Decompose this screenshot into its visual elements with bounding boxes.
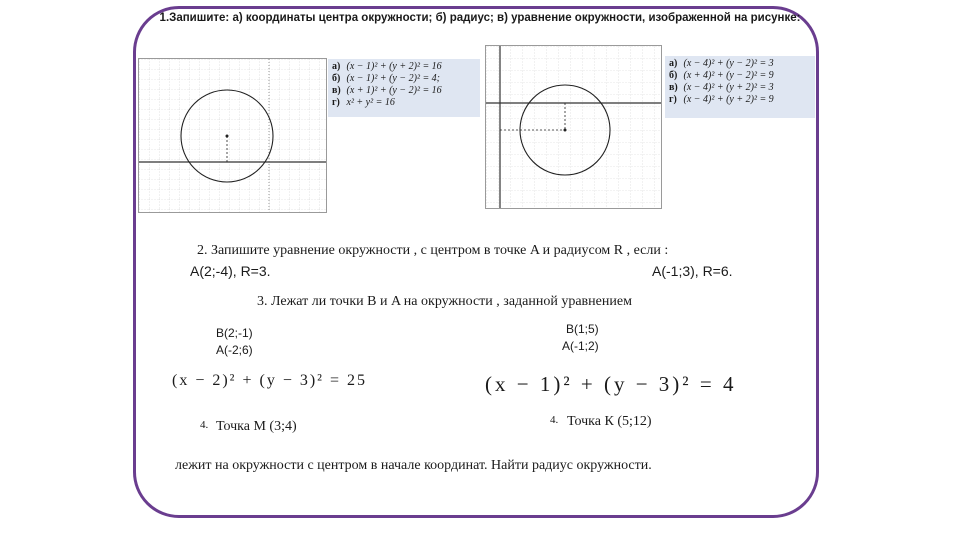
task4-text: лежит на окружности с центром в начале координат. Найти радиус окружности. — [175, 458, 652, 473]
option-equation: (x − 4)² + (y − 2)² = 3 — [683, 58, 774, 69]
task1-title: 1.Запишите: а) координаты центра окружности; б) радиус; в) уравнение окружности, изображенной на рисунке: — [159, 12, 801, 24]
left-graph-svg — [139, 59, 326, 212]
task3-right-equation: (x − 1)² + (y − 3)² = 4 — [485, 372, 737, 396]
right-center-point — [564, 129, 567, 132]
task2-text: 2. Запишите уравнение окружности , с центром в точке A и радиусом R , если : — [197, 243, 669, 258]
right-graph-svg — [486, 46, 661, 208]
left-center-point — [226, 135, 229, 138]
task4-point-k: Точка К (5;12) — [567, 414, 652, 429]
right-option-c[interactable] — [669, 82, 811, 94]
task3-left-equation: (x − 2)² + (y − 3)² = 25 — [172, 372, 367, 389]
option-label: а) — [669, 58, 678, 69]
task2-case-b: A(-1;3), R=6. — [652, 263, 733, 279]
right-option-d[interactable] — [669, 94, 811, 106]
option-equation: (x − 4)² + (y + 2)² = 3 — [683, 82, 774, 93]
task3-left-point-b: B(2;-1) — [216, 326, 253, 340]
task2-case-a: A(2;-4), R=3. — [190, 263, 271, 279]
option-label: б) — [669, 70, 678, 81]
option-label: а) — [332, 61, 341, 72]
right-option-a[interactable] — [669, 58, 811, 70]
option-label: в) — [669, 82, 678, 93]
task3-right-point-a: A(-1;2) — [562, 339, 599, 353]
left-option-b[interactable] — [332, 73, 476, 85]
option-equation: (x + 1)² + (y − 2)² = 16 — [346, 85, 442, 96]
option-equation: (x − 1)² + (y + 2)² = 16 — [346, 61, 442, 72]
right-option-b[interactable] — [669, 70, 811, 82]
right-graph — [485, 45, 662, 209]
task3-left-point-a: A(-2;6) — [216, 343, 253, 357]
left-graph — [138, 58, 327, 213]
option-equation: x² + y² = 16 — [346, 97, 395, 108]
right-options — [665, 56, 815, 118]
option-equation: (x + 4)² + (y − 2)² = 9 — [683, 70, 774, 81]
option-label: б) — [332, 73, 341, 84]
left-option-a[interactable] — [332, 61, 476, 73]
task3-text: 3. Лежат ли точки B и A на окружности , заданной уравнением — [257, 294, 632, 309]
left-option-d[interactable] — [332, 97, 476, 109]
task3-right-point-b: B(1;5) — [566, 322, 599, 336]
task4-number-right: 4. — [550, 414, 559, 426]
option-label: г) — [332, 97, 340, 108]
option-label: г) — [669, 94, 677, 105]
option-equation: (x − 4)² + (y + 2)² = 9 — [683, 94, 774, 105]
left-option-c[interactable] — [332, 85, 476, 97]
option-equation: (x − 1)² + (y − 2)² = 4; — [346, 73, 441, 84]
left-options — [328, 59, 480, 117]
task4-point-m: Точка М (3;4) — [216, 419, 297, 434]
option-label: в) — [332, 85, 341, 96]
task4-number-left: 4. — [200, 419, 209, 431]
